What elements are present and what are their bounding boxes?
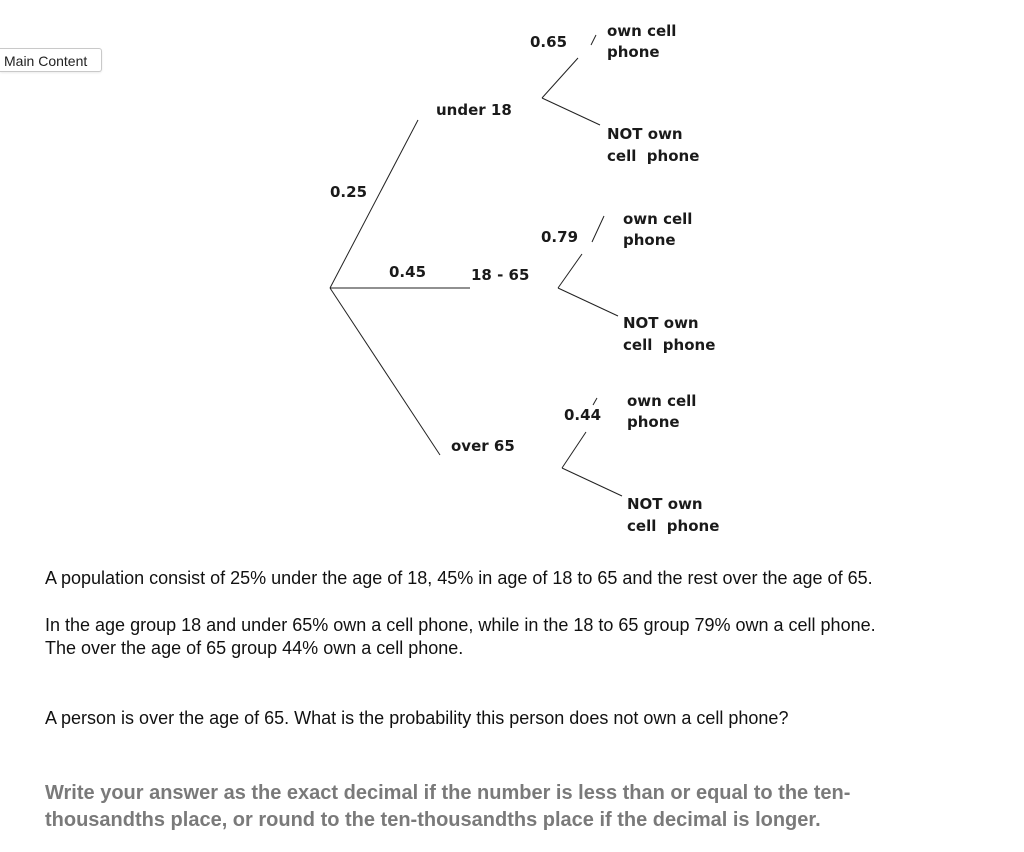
question-paragraph-1: A population consist of 25% under the age of 18, 45% in age of 18 to 65 and the rest over the age of 65. bbox=[45, 568, 873, 588]
answer-instructions: Write your answer as the exact decimal if the number is less than or equal to the ten-thousandths place, or round to the ten-thousandths place if the decimal is longer. bbox=[45, 782, 851, 831]
leaf-18to65-own-line1: own cell bbox=[623, 210, 693, 228]
label-over-65: over 65 bbox=[451, 437, 515, 455]
question-paragraph-2a: In the age group 18 and under 65% own a cell phone, while in the 18 to 65 group 79% own a cell phone. bbox=[45, 615, 876, 635]
leaf-over65-own-line1: own cell bbox=[627, 392, 697, 410]
leaf-over65-not-line1: NOT own bbox=[627, 495, 703, 513]
leaf-18to65-not-line1: NOT own bbox=[623, 314, 699, 332]
question-paragraph-2b: The over the age of 65 group 44% own a cell phone. bbox=[45, 638, 464, 658]
branch-18to65-not bbox=[558, 288, 618, 316]
leaf-18to65-own-line2: phone bbox=[623, 231, 676, 249]
branch-under18-own bbox=[542, 58, 578, 98]
branch-18to65-own bbox=[558, 254, 582, 288]
branch-over65-own-tick bbox=[593, 398, 597, 405]
main-content-link[interactable]: Main Content bbox=[0, 48, 102, 72]
branch-over65-own bbox=[562, 432, 586, 468]
leaf-under18-not-line1: NOT own bbox=[607, 125, 683, 143]
branch-under18-not bbox=[542, 98, 600, 125]
leaf-18to65-not-line2: cell phone bbox=[623, 336, 716, 354]
branch-under18-own-tick bbox=[591, 35, 596, 45]
prob-under18-own: 0.65 bbox=[530, 33, 568, 51]
prob-18to65-own: 0.79 bbox=[541, 228, 579, 246]
leaf-under18-not-line2: cell phone bbox=[607, 147, 700, 165]
prob-over65-own: 0.44 bbox=[564, 406, 602, 424]
leaf-under18-own-line1: own cell bbox=[607, 22, 677, 40]
branch-18to65-own-tick bbox=[592, 216, 604, 242]
question-prompt: A person is over the age of 65. What is the probability this person does not own a cell phone? bbox=[45, 708, 789, 728]
branch-over-65 bbox=[330, 288, 440, 455]
label-under-18: under 18 bbox=[436, 101, 512, 119]
leaf-under18-own-line2: phone bbox=[607, 43, 660, 61]
leaf-over65-not-line2: cell phone bbox=[627, 517, 720, 535]
prob-18-65: 0.45 bbox=[389, 263, 427, 281]
prob-under-18: 0.25 bbox=[330, 183, 368, 201]
leaf-over65-own-line2: phone bbox=[627, 413, 680, 431]
label-18-65: 18 - 65 bbox=[471, 266, 530, 284]
branch-over65-not bbox=[562, 468, 622, 496]
